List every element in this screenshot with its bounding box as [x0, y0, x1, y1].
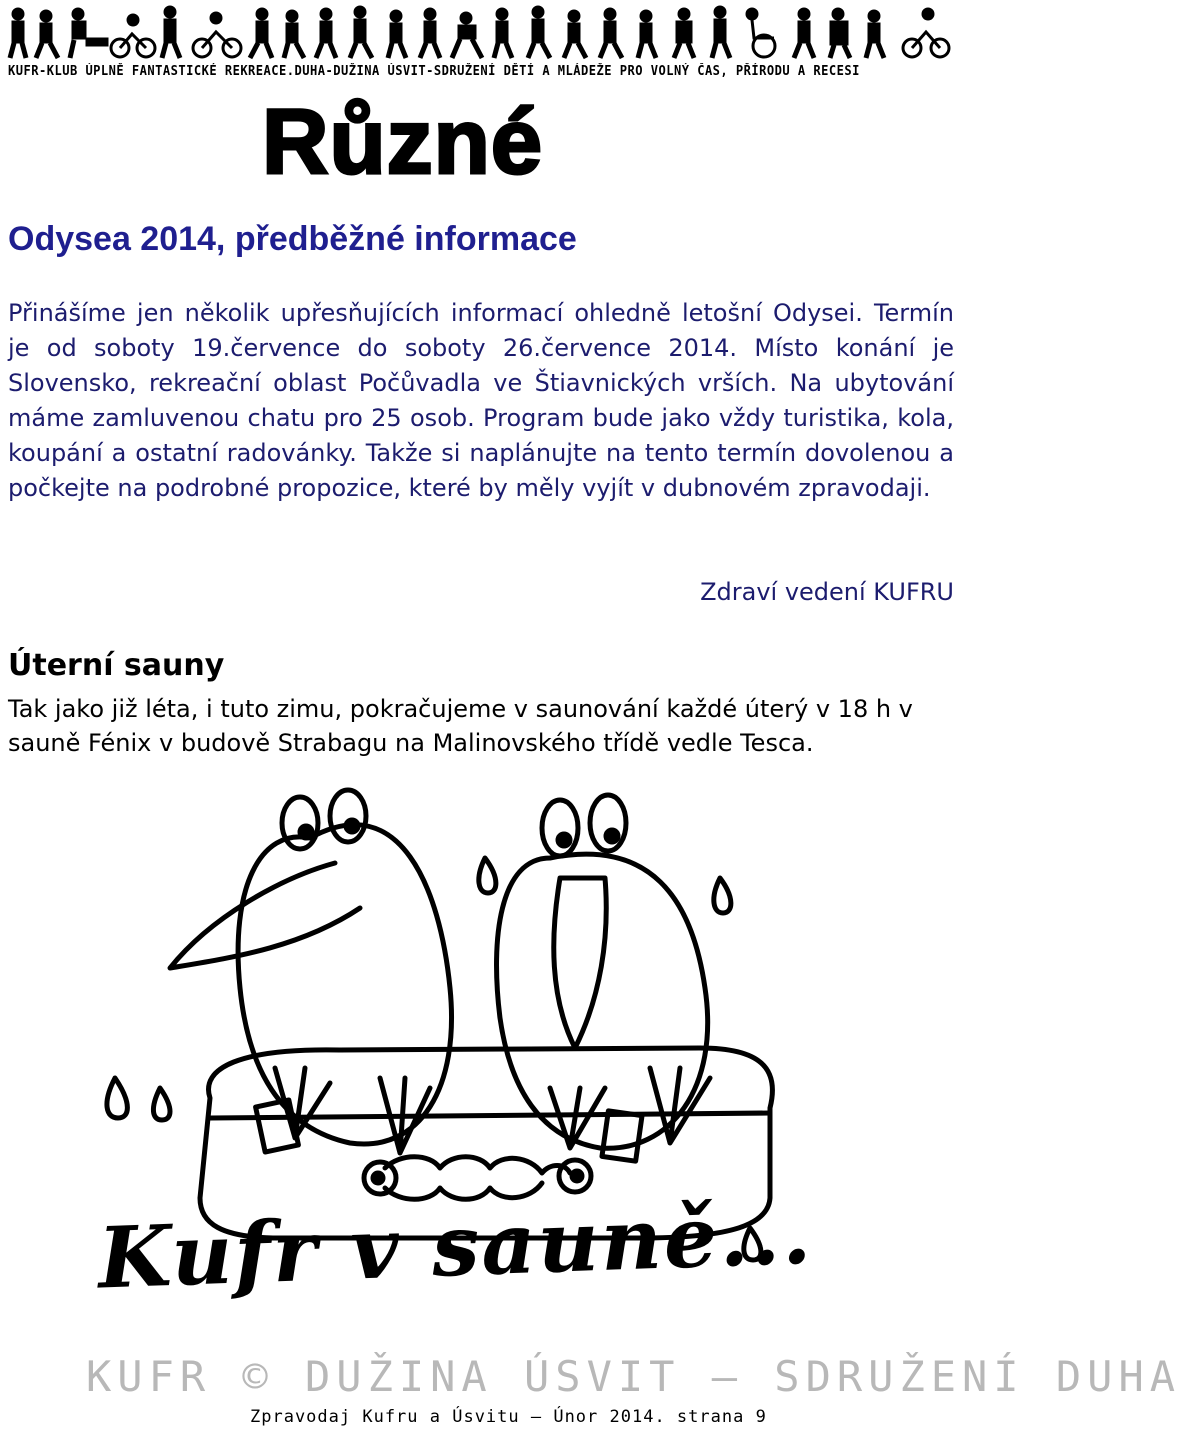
figure-icon	[284, 10, 304, 58]
figure-icon	[674, 8, 694, 58]
figure-icon	[528, 6, 550, 58]
bicycle-icon	[111, 15, 155, 57]
sweat-drop-icon	[714, 878, 731, 913]
figure-icon	[316, 8, 336, 58]
wheelchair-icon	[747, 9, 775, 57]
bicycle-icon	[193, 13, 241, 57]
figure-icon	[10, 8, 26, 58]
article-body-sauny: Tak jako již léta, i tuto zimu, pokračujeme v saunování každé úterý v 18 h v sauně Fénix v budově Strabagu na Malinovského třídě vedle Tesca.	[8, 695, 913, 757]
article-body-odysea: Přinášíme jen několik upřesňujících informací ohledně letošní Odysei. Termín je od soboty 19.července do soboty 26.července 2014. Místo konání je Slovensko, rekreační oblast Počůvadla ve Štiavnických vrších. Na ubytování máme zamluvenou chatu pro 25 osob. Program bude jako vždy turistika, kola, koupání a ostatní radovánky. Takže si naplánujte na tento termín dovolenou a počkejte na podrobné propozice, které by měly vyjít v dubnovém zpravodaji.	[8, 299, 954, 502]
header-tagline: KUFR-KLUB ÚPLNĚ FANTASTICKÉ REKREACE.DUHA-DUŽINA ÚSVIT-SDRUŽENÍ DĚTÍ A MLÁDEŽE PRO VOLNÝ ČAS, PŘÍRODU A RECESI	[8, 64, 860, 79]
figure-icon	[638, 10, 656, 58]
figure-icon	[494, 8, 512, 58]
figure-icon	[600, 8, 622, 58]
sweat-drop-icon	[479, 858, 496, 893]
sweat-drop-icon	[107, 1078, 127, 1118]
figure-icon	[794, 8, 814, 58]
footer-banner: KUFR © DUŽINA ÚSVIT – SDRUŽENÍ DUHA	[86, 1352, 1181, 1401]
sweat-drop-icon	[153, 1088, 170, 1120]
header-figures-strip	[0, 0, 960, 62]
cartoon-caption: Kufr v sauně...	[96, 1183, 815, 1308]
figure-icon	[866, 10, 884, 58]
article-title-odysea: Odysea 2014, předběžné informace	[8, 220, 577, 258]
bicycle-icon	[903, 9, 949, 57]
figure-icon	[452, 12, 482, 58]
article-title-sauny: Úterní sauny	[8, 648, 225, 683]
figure-icon	[162, 6, 180, 58]
figure-icon	[250, 8, 272, 58]
figure-icon	[830, 8, 850, 58]
page-title: Různé	[262, 91, 543, 193]
figure-icon	[564, 10, 586, 58]
figure-icon	[388, 10, 406, 58]
article-signature: Zdraví vedení KUFRU	[700, 578, 954, 606]
footer-page-info: Zpravodaj Kufru a Úsvitu – Únor 2014. strana 9	[250, 1407, 767, 1427]
left-crow	[238, 825, 451, 1144]
figure-icon	[712, 6, 730, 58]
figure-icon	[350, 6, 372, 58]
suitcase-handle	[385, 1157, 570, 1173]
figure-icon	[70, 8, 108, 58]
figure-icon	[420, 8, 440, 58]
figure-icon	[36, 10, 58, 58]
